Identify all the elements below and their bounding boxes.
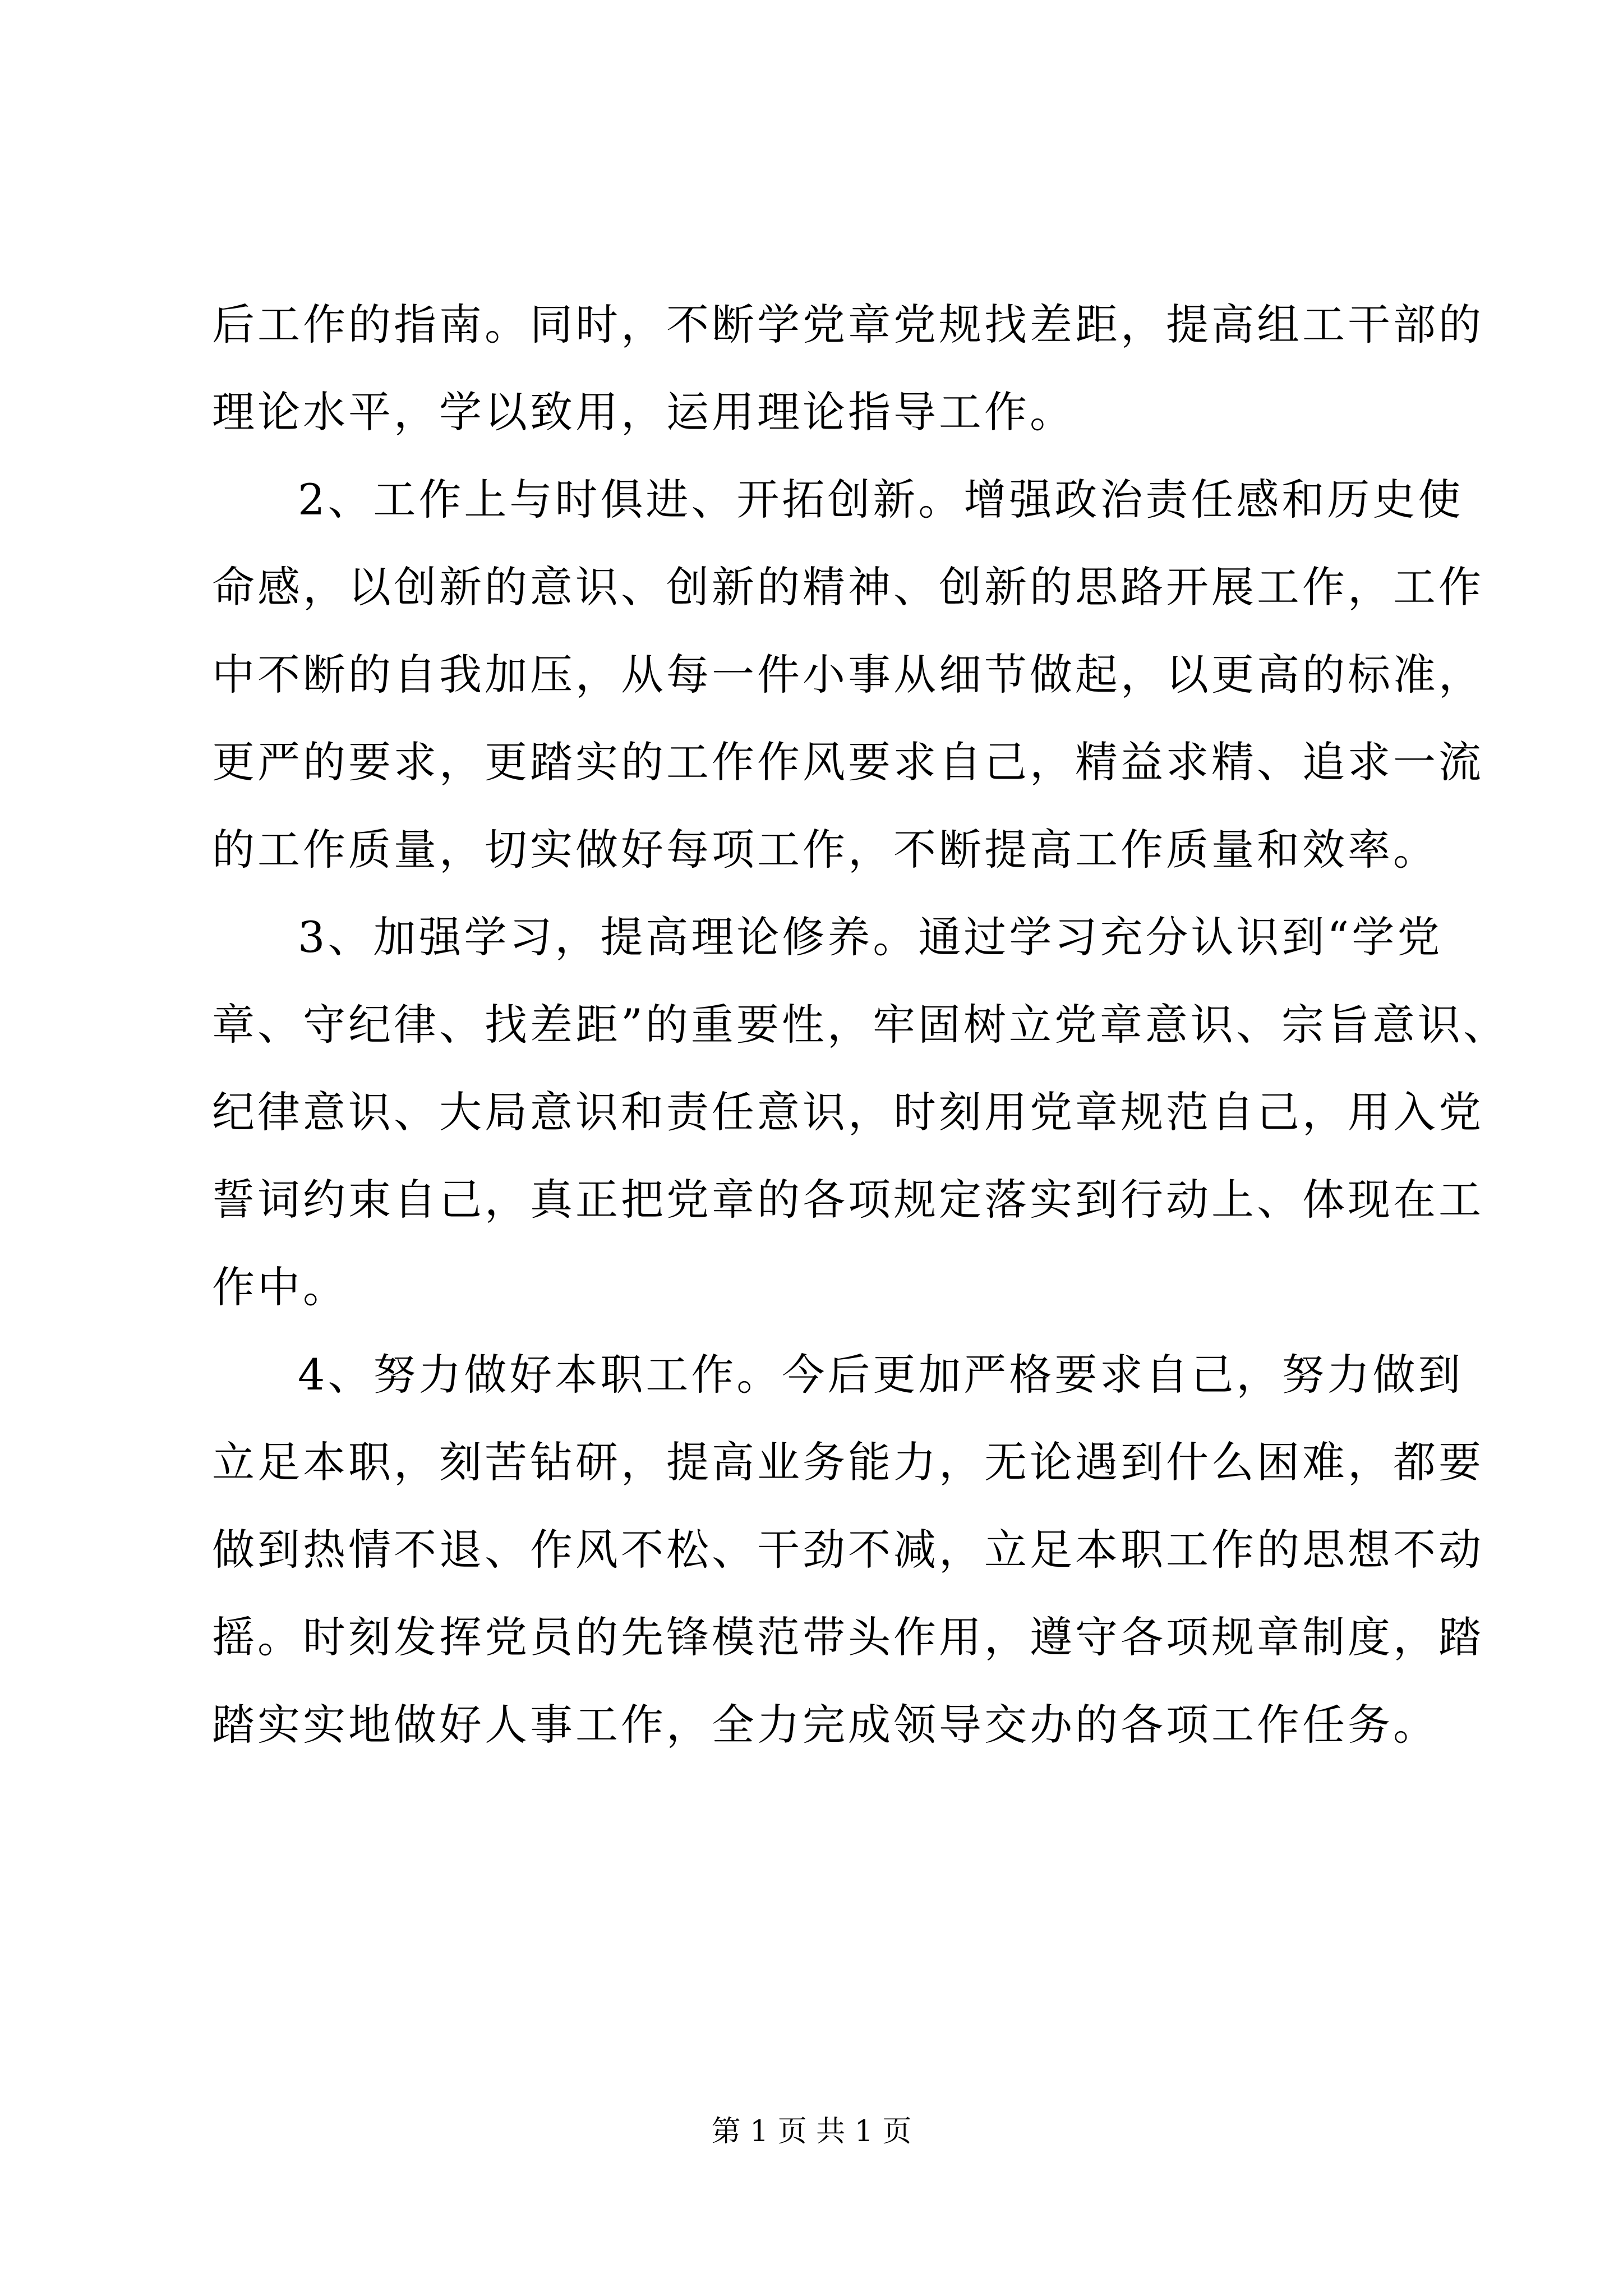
text-line: 理论水平，学以致用，运用理论指导工作。	[212, 387, 1075, 437]
text-line: 章、守纪律、找差距”的重要性，牢固树立党章意识、宗旨意识、	[212, 1000, 1509, 1050]
paragraph-3-first-line: 3、加强学习，提高理论修养。通过学习充分认识到“学党	[298, 912, 1443, 962]
text-line: 更严的要求，更踏实的工作作风要求自己，精益求精、追求一流	[212, 737, 1484, 787]
document-body	[212, 292, 1509, 1758]
text-line: 后工作的指南。同时，不断学党章党规找差距，提高组工干部的	[212, 300, 1484, 349]
text-line: 命感，以创新的意识、创新的精神、创新的思路开展工作，工作	[212, 562, 1484, 612]
text-line: 踏实实地做好人事工作，全力完成领导交办的各项工作任务。	[212, 1700, 1438, 1750]
text-line: 立足本职，刻苦钻研，提高业务能力，无论遇到什么困难，都要	[212, 1437, 1484, 1487]
paragraph-4-first-line: 4、努力做好本职工作。今后更加严格要求自己，努力做到	[298, 1350, 1464, 1400]
text-line: 中不断的自我加压，从每一件小事从细节做起，以更高的标准，	[212, 650, 1484, 700]
text-line: 作中。	[212, 1262, 348, 1312]
text-line: 纪律意识、大局意识和责任意识，时刻用党章规范自己，用入党	[212, 1087, 1484, 1137]
text-line: 的工作质量，切实做好每项工作，不断提高工作质量和效率。	[212, 825, 1438, 875]
text-line: 誓词约束自己，真正把党章的各项规定落实到行动上、体现在工	[212, 1175, 1484, 1225]
paragraph-2-first-line: 2、工作上与时俱进、开拓创新。增强政治责任感和历史使	[298, 475, 1464, 524]
page-number-footer: 第 1 页 共 1 页	[711, 2115, 912, 2148]
text-line: 摇。时刻发挥党员的先锋模范带头作用，遵守各项规章制度，踏	[212, 1612, 1484, 1662]
text-line: 做到热情不退、作风不松、干劲不减，立足本职工作的思想不动	[212, 1525, 1484, 1575]
